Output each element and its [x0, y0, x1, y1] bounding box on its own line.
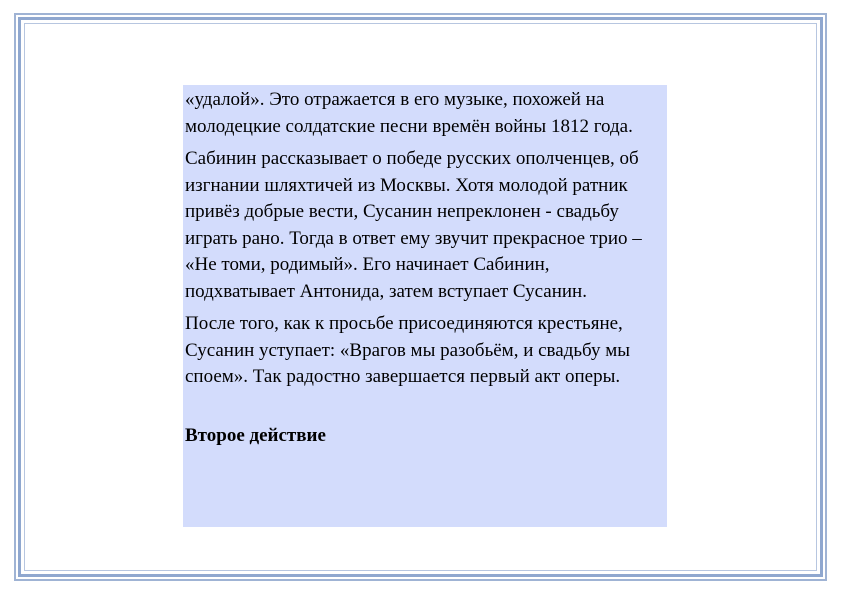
paragraph-spacer — [185, 397, 663, 423]
text-block — [183, 85, 667, 527]
paragraph-1: «удалой». Это отражается в его музыке, похожей на молодецкие солдатские песни времён войны 1812 года. — [185, 89, 633, 137]
paragraph-2: Сабинин рассказывает о победе русских ополченцев, об изгнании шляхтичей из Москвы. Хотя молодой ратник привёз добрые вести, Сусанин непреклонен - свадьбу играть рано. Тогда в ответ ему звучит прекрасное трио – «Не томи, родимый». Его начинает Сабинин, подхватывает Антонида, затем вступает Сусанин. — [185, 148, 642, 302]
section-heading: Второе действие — [185, 424, 326, 446]
paragraph-3: После того, как к просьбе присоединяются крестьяне, Сусанин уступает: «Врагов мы разобьём, и свадьбу мы споем». Так радостно завершается первый акт оперы. — [185, 313, 631, 387]
